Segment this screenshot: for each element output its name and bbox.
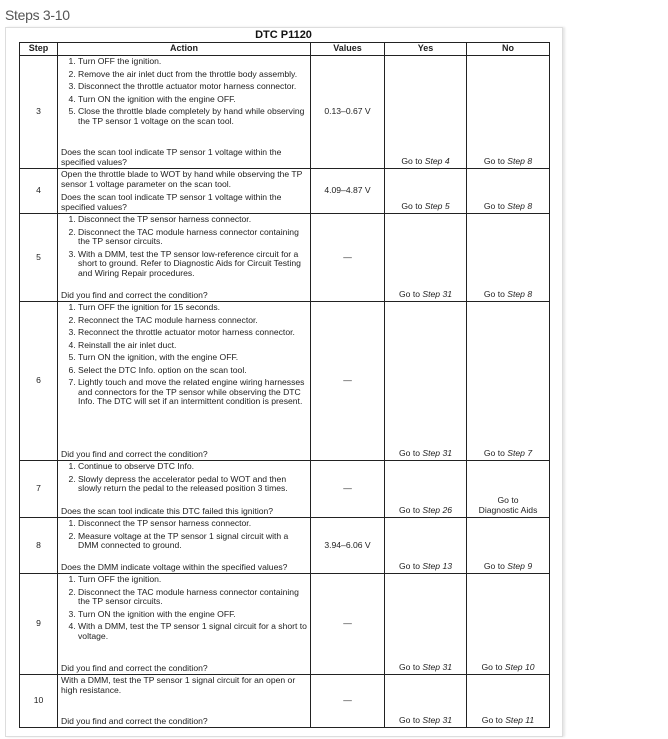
yes-goto-prefix: Go to (398, 288, 423, 299)
action-cell (58, 169, 311, 214)
header-no: No (467, 43, 550, 56)
yes-goto-prefix: Go to (401, 200, 425, 211)
action-list-item: 2. Measure voltage at the TP sensor 1 signal circuit with a DMM connected to ground. (78, 532, 307, 551)
action-cell (58, 302, 311, 461)
values-cell: 4.09–4.87 V (311, 169, 385, 214)
yes-cell (385, 56, 467, 169)
diagnostic-table (19, 42, 550, 728)
yes-goto-target[interactable]: Step 31 (422, 288, 453, 299)
action-list (61, 57, 307, 126)
action-list (61, 215, 307, 278)
no-goto-prefix: Go to (483, 200, 508, 211)
action-content (61, 518, 307, 573)
yes-goto-prefix: Go to (401, 155, 425, 166)
action-steps (61, 675, 307, 695)
no-goto-prefix: Go to (483, 447, 508, 458)
action-text: Open the throttle blade to WOT by hand while observing the TP sensor 1 voltage parameter on the scan tool. (61, 169, 303, 189)
action-question: Does the scan tool indicate TP sensor 1 voltage within the specified values? (61, 147, 282, 167)
no-goto-target[interactable]: Step 7 (507, 447, 533, 458)
action-question: Did you find and correct the condition? (61, 448, 208, 459)
step-number: 5 (20, 214, 58, 302)
yes-goto-target[interactable]: Step 31 (422, 714, 453, 725)
action-steps (61, 461, 307, 497)
header-step: Step (20, 43, 58, 56)
action-cell (58, 461, 311, 518)
action-question: Does the scan tool indicate this DTC failed this ignition? (61, 505, 274, 516)
yes-cell (385, 574, 467, 675)
action-list-item: 3. Turn ON the ignition with the engine OFF. (78, 610, 307, 620)
table-row (20, 214, 550, 302)
no-goto-target[interactable]: Step 9 (507, 560, 533, 571)
no-cell (467, 518, 550, 574)
table-title: DTC P1120 (255, 29, 312, 41)
no-goto-prefix: Go to (481, 661, 505, 672)
action-list-item: 1. Disconnect the TP sensor harness connector. (78, 519, 307, 529)
action-list-item: 2. Reconnect the TAC module harness connector. (78, 316, 307, 326)
yes-goto-target[interactable]: Step 13 (422, 560, 453, 571)
no-goto-target[interactable]: Step 10 (504, 661, 535, 672)
action-steps (61, 56, 307, 129)
table-row (20, 56, 550, 169)
no-goto-prefix: Go to (483, 288, 508, 299)
action-cell (58, 574, 311, 675)
no-cell (467, 169, 550, 214)
action-steps (61, 518, 307, 554)
step-number: 3 (20, 56, 58, 169)
yes-goto-target[interactable]: Step 4 (424, 155, 450, 166)
action-list-item: 2. Disconnect the TAC module harness connector containing the TP sensor circuits. (78, 228, 307, 247)
action-list-item: 4. With a DMM, test the TP sensor 1 signal circuit for a short to voltage. (78, 622, 307, 641)
no-cell (467, 574, 550, 675)
table-row (20, 574, 550, 675)
action-list (61, 303, 307, 407)
no-goto-prefix: Go to (497, 495, 519, 505)
action-question: Did you find and correct the condition? (61, 289, 208, 300)
header-values: Values (311, 43, 385, 56)
action-steps (61, 169, 307, 189)
action-list-item: 5. Turn ON the ignition, with the engine OFF. (78, 353, 307, 363)
action-list-item: 5. Close the throttle blade completely by hand while observing the TP sensor 1 voltage on the scan tool. (78, 107, 307, 126)
no-goto-target[interactable]: Diagnostic Aids (478, 504, 538, 515)
action-list-item: 2. Disconnect the TAC module harness connector containing the TP sensor circuits. (78, 588, 307, 607)
table-row (20, 169, 550, 214)
no-goto-target[interactable]: Step 8 (507, 155, 533, 166)
action-content (61, 214, 307, 301)
action-cell (58, 518, 311, 574)
action-cell (58, 214, 311, 302)
no-goto-prefix: Go to (483, 155, 508, 166)
values-cell: — (311, 302, 385, 461)
yes-goto-prefix: Go to (398, 560, 423, 571)
action-list (61, 462, 307, 494)
action-list-item: 4. Reinstall the air inlet duct. (78, 341, 307, 351)
step-number: 9 (20, 574, 58, 675)
yes-cell (385, 675, 467, 728)
action-list-item: 1. Disconnect the TP sensor harness connector. (78, 215, 307, 225)
no-cell (467, 675, 550, 728)
step-number: 6 (20, 302, 58, 461)
no-goto-target[interactable]: Step 8 (507, 288, 533, 299)
action-steps (61, 302, 307, 410)
values-cell: 3.94–6.06 V (311, 518, 385, 574)
yes-goto-target[interactable]: Step 31 (422, 447, 453, 458)
action-content (61, 461, 307, 517)
step-number: 10 (20, 675, 58, 728)
action-steps (61, 214, 307, 281)
values-cell: — (311, 461, 385, 518)
values-cell: 0.13–0.67 V (311, 56, 385, 169)
yes-goto-prefix: Go to (398, 447, 423, 458)
action-list-item: 3. Disconnect the throttle actuator motor harness connector. (78, 82, 307, 92)
action-content (61, 169, 307, 213)
action-list-item: 7. Lightly touch and move the related engine wiring harnesses and connectors for the TP sensor while observing the DTC Info. The DTC will set if an intermittent condition is present. (78, 378, 307, 407)
table-header-row (20, 43, 550, 56)
values-cell: — (311, 214, 385, 302)
no-cell (467, 461, 550, 518)
no-cell (467, 302, 550, 461)
action-list-item: 1. Continue to observe DTC Info. (78, 462, 307, 472)
no-cell (467, 56, 550, 169)
step-number: 4 (20, 169, 58, 214)
values-cell: — (311, 574, 385, 675)
no-goto-prefix: Go to (483, 560, 508, 571)
table-row (20, 461, 550, 518)
yes-cell (385, 214, 467, 302)
action-list-item: 1. Turn OFF the ignition. (78, 57, 307, 67)
action-content (61, 675, 307, 727)
header-action: Action (58, 43, 311, 56)
action-list (61, 519, 307, 551)
action-question: Did you find and correct the condition? (61, 715, 208, 726)
action-question: Does the DMM indicate voltage within the specified values? (61, 561, 288, 572)
action-list-item: 1. Turn OFF the ignition. (78, 575, 307, 585)
action-list (61, 575, 307, 641)
yes-cell (385, 169, 467, 214)
yes-goto-prefix: Go to (398, 504, 423, 515)
action-question: Did you find and correct the condition? (61, 662, 208, 673)
action-list-item: 2. Remove the air inlet duct from the throttle body assembly. (78, 70, 307, 80)
table-row (20, 302, 550, 461)
action-cell (58, 56, 311, 169)
yes-cell (385, 302, 467, 461)
action-list-item: 3. With a DMM, test the TP sensor low-reference circuit for a short to ground. Refer to Diagnostic Aids for Circuit Testing and Wiring Repair procedures. (78, 250, 307, 279)
action-content (61, 574, 307, 674)
action-list-item: 3. Reconnect the throttle actuator motor harness connector. (78, 328, 307, 338)
action-cell (58, 675, 311, 728)
section-heading: Steps 3-10 (5, 7, 70, 23)
no-goto-target[interactable]: Step 11 (505, 714, 535, 725)
table-row (20, 675, 550, 728)
action-text: With a DMM, test the TP sensor 1 signal circuit for an open or high resistance. (61, 675, 296, 695)
no-goto-prefix: Go to (481, 714, 506, 725)
action-question: Does the scan tool indicate TP sensor 1 voltage within the specified values? (61, 192, 282, 212)
yes-cell (385, 461, 467, 518)
action-content (61, 302, 307, 460)
yes-goto-target[interactable]: Step 26 (422, 504, 453, 515)
no-goto-target[interactable]: Step 8 (507, 200, 533, 211)
yes-goto-target[interactable]: Step 31 (422, 661, 453, 672)
step-number: 7 (20, 461, 58, 518)
yes-goto-target[interactable]: Step 5 (424, 200, 450, 211)
no-cell (467, 214, 550, 302)
yes-cell (385, 518, 467, 574)
step-number: 8 (20, 518, 58, 574)
action-content (61, 56, 307, 168)
values-cell: — (311, 675, 385, 728)
action-steps (61, 574, 307, 644)
table-row (20, 518, 550, 574)
action-list-item: 4. Turn ON the ignition with the engine OFF. (78, 95, 307, 105)
action-list-item: 2. Slowly depress the accelerator pedal to WOT and then slowly return the pedal to the released position 3 times. (78, 475, 307, 494)
yes-goto-prefix: Go to (398, 714, 423, 725)
yes-goto-prefix: Go to (398, 661, 423, 672)
action-list-item: 6. Select the DTC Info. option on the scan tool. (78, 366, 307, 376)
header-yes: Yes (385, 43, 467, 56)
action-list-item: 1. Turn OFF the ignition for 15 seconds. (78, 303, 307, 313)
